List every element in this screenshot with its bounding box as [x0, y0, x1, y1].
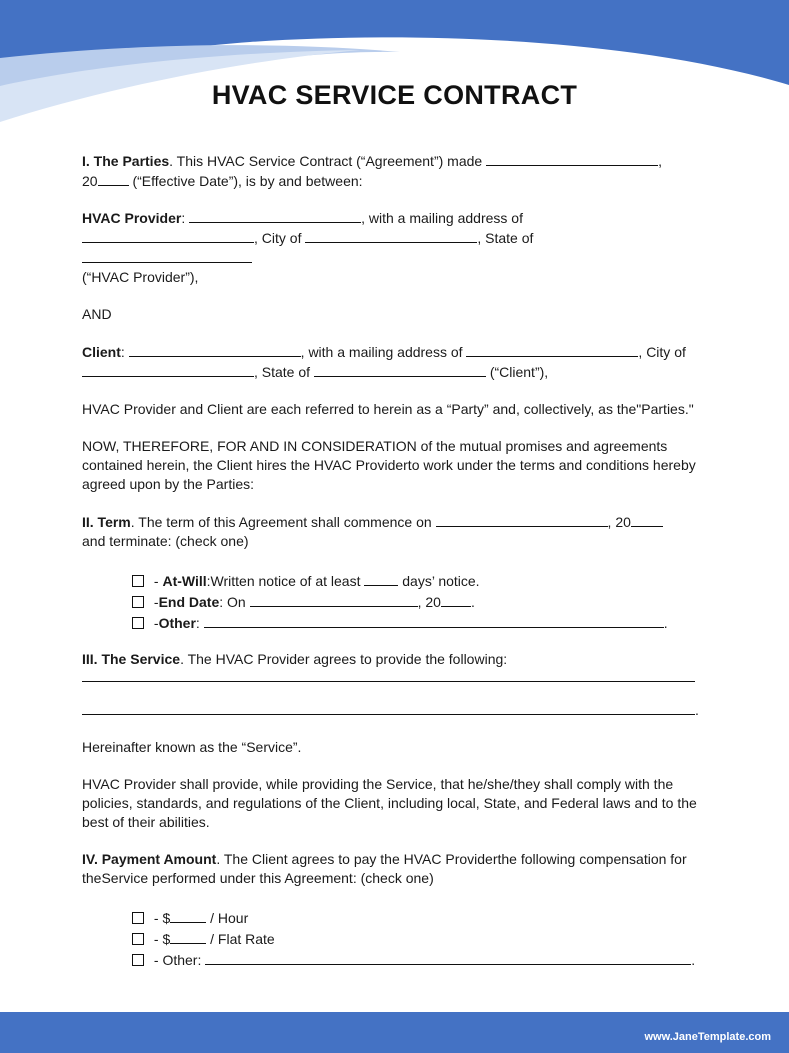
- term-year-blank[interactable]: [631, 512, 663, 527]
- effective-year-blank[interactable]: [98, 171, 129, 186]
- client-paragraph: Client: , with a mailing address of , City of , State of (“Client”),: [82, 344, 686, 380]
- document-title: HVAC SERVICE CONTRACT: [211, 80, 578, 110]
- end-date-checkbox[interactable]: [132, 596, 144, 608]
- compliance-paragraph: HVAC Provider shall provide, while providing the Service, that he/she/they shall comply with the policies, standards, and regulations of the Client, including local, State, and Federal laws and to the best of their abilities.: [82, 776, 697, 830]
- payment-paragraph: IV. Payment Amount. The Client agrees to pay the HVAC Providerthe following compensation for theService performed under this Agreement: (check one): [82, 851, 687, 886]
- client-name-blank[interactable]: [129, 342, 301, 357]
- consideration-paragraph: NOW, THEREFORE, FOR AND IN CONSIDERATION of the mutual promises and agreements contained herein, the Client hires the HVAC Providerto work under the terms and conditions hereby agreed upon by the Parties:: [82, 438, 696, 492]
- parties-heading: I. The Parties: [82, 153, 170, 169]
- provider-paragraph: HVAC Provider: , with a mailing address of , City of , State of (“HVAC Provider”),: [82, 210, 534, 285]
- flat-rate-checkbox[interactable]: [132, 933, 144, 945]
- footer-url: www.JaneTemplate.com: [644, 1031, 771, 1043]
- footer-band: [0, 1012, 789, 1053]
- at-will-checkbox[interactable]: [132, 575, 144, 587]
- term-paragraph: II. Term. The term of this Agreement shall commence on , 20 and terminate: (check one): [82, 512, 707, 551]
- parties-paragraph: I. The Parties. This HVAC Service Contract (“Agreement”) made , 20 (“Effective Date”), is by and between:: [82, 153, 662, 189]
- term-start-blank[interactable]: [436, 512, 608, 527]
- term-option-end-date: -End Date: On , 20 .: [132, 592, 707, 613]
- other-payment-blank[interactable]: [205, 950, 691, 965]
- service-line-2[interactable]: [82, 714, 695, 715]
- service-line-1[interactable]: [82, 681, 695, 682]
- parties-definition: HVAC Provider and Client are each referred to herein as a “Party” and, collectively, as the"Parties.": [82, 401, 694, 417]
- provider-city-blank[interactable]: [305, 228, 477, 243]
- end-date-blank[interactable]: [250, 592, 418, 607]
- service-heading: III. The Service: [82, 651, 181, 667]
- term-option-at-will: - At-Will:Written notice of at least days’ notice.: [132, 571, 707, 592]
- and-text: AND: [82, 306, 112, 322]
- term-option-other: -Other: .: [132, 613, 707, 634]
- payment-heading: IV. Payment Amount: [82, 851, 217, 867]
- other-term-blank[interactable]: [204, 613, 664, 628]
- contract-body: [82, 151, 707, 971]
- other-payment-checkbox[interactable]: [132, 954, 144, 966]
- other-term-checkbox[interactable]: [132, 617, 144, 629]
- client-state-blank[interactable]: [314, 362, 486, 377]
- provider-label: HVAC Provider: [82, 210, 182, 226]
- client-address-blank[interactable]: [466, 342, 638, 357]
- term-options: [82, 571, 707, 634]
- client-city-blank[interactable]: [82, 362, 254, 377]
- service-lines: .: [82, 681, 707, 720]
- service-paragraph: III. The Service. The HVAC Provider agrees to provide the following:: [82, 651, 508, 667]
- flat-rate-blank[interactable]: [170, 929, 206, 944]
- end-year-blank[interactable]: [441, 592, 471, 607]
- notice-days-blank[interactable]: [364, 571, 398, 586]
- payment-option-flat: - $ / Flat Rate: [132, 929, 707, 950]
- term-heading: II. Term: [82, 514, 131, 530]
- payment-option-hour: - $ / Hour: [132, 908, 707, 929]
- payment-options: [82, 908, 707, 971]
- hourly-checkbox[interactable]: [132, 912, 144, 924]
- hourly-rate-blank[interactable]: [170, 908, 206, 923]
- agreement-date-blank[interactable]: [486, 151, 658, 166]
- client-label: Client: [82, 344, 121, 360]
- payment-option-other: - Other: .: [132, 950, 707, 971]
- provider-address-blank[interactable]: [82, 228, 254, 243]
- provider-name-blank[interactable]: [189, 208, 361, 223]
- hereinafter-text: Hereinafter known as the “Service”.: [82, 739, 302, 755]
- provider-state-blank[interactable]: [82, 248, 252, 263]
